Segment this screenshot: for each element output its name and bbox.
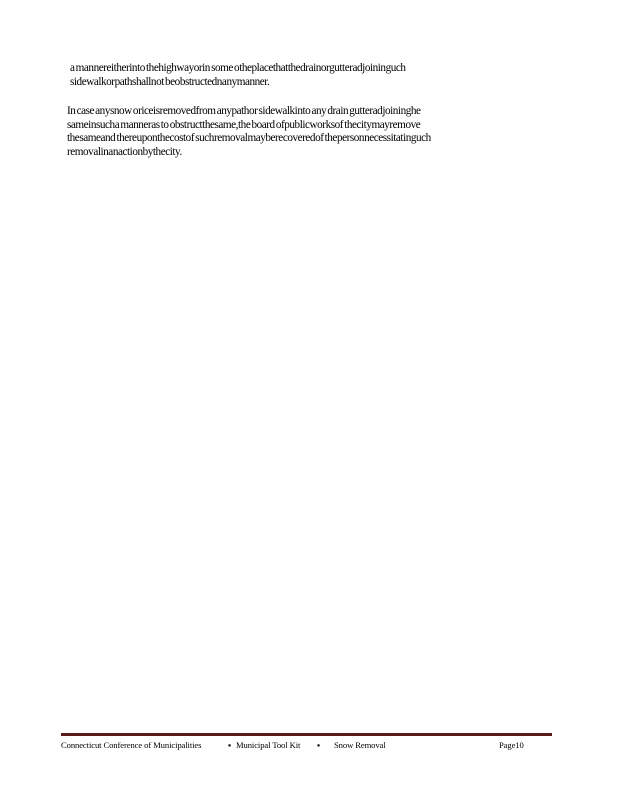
footer-page-number: Page10 xyxy=(499,740,524,750)
footer-section-title: Snow Removal xyxy=(334,740,386,750)
body-paragraph-snow-ice-removal: In case anysnow oriceisremovedfrom anypathor sidewalkinto any drain gutteradjoininghe sameinsucha manneras to obstructthesame,the board ofpublicworksof thecitymayremove thesameand thereuponthecostof suchremovalmayberecoveredof thepersonnecessitatinguch removalinanactionbythecity. xyxy=(67,105,431,158)
body-paragraph-continuation: a mannereitherinto thehighwayorin some otheplacethatthedrainorgutteradjoininguch sidewalkorpathshallnot beobstructednanymanner. xyxy=(70,62,406,88)
footer-toolkit-title: Municipal Tool Kit xyxy=(236,740,301,750)
footer-separator: ▪ xyxy=(228,740,231,750)
page-footer xyxy=(61,739,552,753)
footer-rule xyxy=(61,733,552,736)
footer-organization: Connecticut Conference of Municipalities xyxy=(61,740,202,750)
footer-separator: ▪ xyxy=(317,740,320,750)
